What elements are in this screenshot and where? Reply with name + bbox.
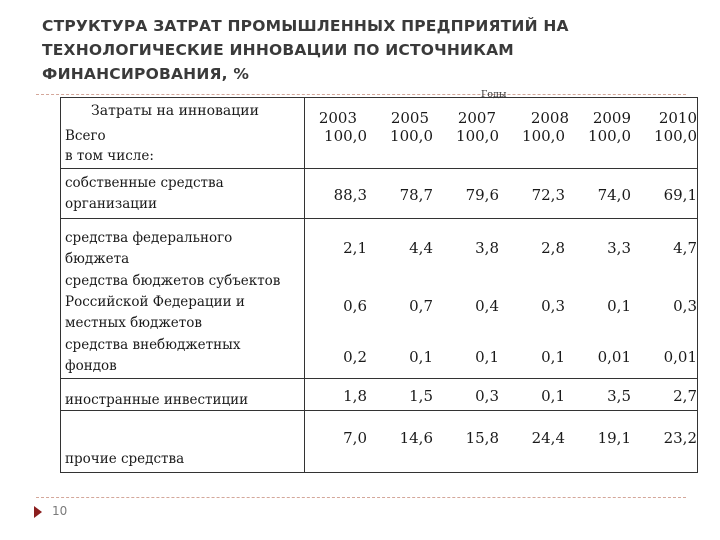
- cell-value: 0,3: [475, 387, 499, 405]
- row-label: средства федерального: [65, 230, 233, 246]
- cell-value: 0,3: [673, 297, 697, 315]
- cell-value: 88,3: [333, 186, 367, 204]
- cell-value: 0,1: [409, 348, 433, 366]
- cell-value: 0,1: [541, 348, 565, 366]
- cell-value: 4,4: [409, 239, 433, 257]
- cell-value: 19,1: [597, 429, 631, 447]
- year-2007: 2007: [457, 109, 496, 127]
- title-line: ФИНАНСИРОВАНИЯ, %: [42, 65, 250, 83]
- cell-value: 1,5: [409, 387, 433, 405]
- row-label: средства бюджетов субъектов: [65, 273, 281, 289]
- cell-value: 0,3: [541, 297, 565, 315]
- year-2010: 2010: [658, 109, 697, 127]
- years-caption: Годы: [481, 89, 507, 100]
- row-label: средства внебюджетных: [65, 337, 241, 353]
- cell-value: 23,2: [663, 429, 697, 447]
- cell-value: 24,4: [531, 429, 565, 447]
- total-sub-label: в том числе:: [65, 148, 154, 164]
- cell-value: 3,8: [475, 239, 499, 257]
- row-label: фондов: [65, 358, 117, 374]
- total-label: Всего: [65, 128, 106, 144]
- table-row: [61, 169, 697, 219]
- total-value: 100,0: [324, 127, 367, 145]
- total-value: 100,0: [522, 127, 565, 145]
- cell-value: 2,8: [541, 239, 565, 257]
- cell-value: 3,3: [607, 239, 631, 257]
- cell-value: 2,7: [673, 387, 697, 405]
- table-row: [61, 379, 697, 411]
- title-line: СТРУКТУРА ЗАТРАТ ПРОМЫШЛЕННЫХ ПРЕДПРИЯТИЙ НА: [42, 17, 569, 35]
- row-label: местных бюджетов: [65, 315, 202, 331]
- row-label: собственные средства: [65, 175, 224, 191]
- table-row: [61, 411, 697, 474]
- year-2009: 2009: [592, 109, 631, 127]
- cell-value: 79,6: [465, 186, 499, 204]
- cell-value: 0,1: [541, 387, 565, 405]
- cell-value: 0,1: [475, 348, 499, 366]
- cell-value: 0,2: [343, 348, 367, 366]
- slide-number: 10: [52, 504, 68, 518]
- cell-value: 4,7: [673, 239, 697, 257]
- total-value: 100,0: [456, 127, 499, 145]
- year-2003: 2003: [318, 109, 357, 127]
- cell-value: 0,7: [409, 297, 433, 315]
- year-2005: 2005: [390, 109, 429, 127]
- row-label: иностранные инвестиции: [65, 392, 249, 408]
- cell-value: 0,01: [663, 348, 697, 366]
- year-2008: 2008: [530, 109, 569, 127]
- row-label: Российской Федерации и: [65, 294, 245, 310]
- row-label: прочие средства: [65, 451, 185, 467]
- cell-value: 7,0: [343, 429, 367, 447]
- cell-value: 69,1: [663, 186, 697, 204]
- cell-value: 0,4: [475, 297, 499, 315]
- cell-value: 3,5: [607, 387, 631, 405]
- title-line: ТЕХНОЛОГИЧЕСКИЕ ИННОВАЦИИ ПО ИСТОЧНИКАМ: [42, 41, 514, 59]
- cell-value: 15,8: [465, 429, 499, 447]
- cell-value: 78,7: [399, 186, 433, 204]
- total-value: 100,0: [654, 127, 697, 145]
- cell-value: 1,8: [343, 387, 367, 405]
- cell-value: 0,6: [343, 297, 367, 315]
- slide-title: [42, 14, 682, 86]
- cell-value: 14,6: [399, 429, 433, 447]
- top-divider: [36, 94, 686, 95]
- table-header-row: [61, 89, 697, 169]
- cell-value: 2,1: [343, 239, 367, 257]
- total-value: 100,0: [390, 127, 433, 145]
- bottom-divider: [36, 497, 686, 498]
- row-label: бюджета: [65, 251, 130, 267]
- costs-table: [60, 89, 698, 473]
- slide-marker-icon: [34, 506, 42, 518]
- header-label: Затраты на инновации: [91, 103, 259, 119]
- table-row-group: [61, 219, 697, 379]
- cell-value: 0,01: [597, 348, 631, 366]
- row-label: организации: [65, 196, 157, 212]
- cell-value: 0,1: [607, 297, 631, 315]
- cell-value: 72,3: [531, 186, 565, 204]
- total-value: 100,0: [588, 127, 631, 145]
- cell-value: 74,0: [597, 186, 631, 204]
